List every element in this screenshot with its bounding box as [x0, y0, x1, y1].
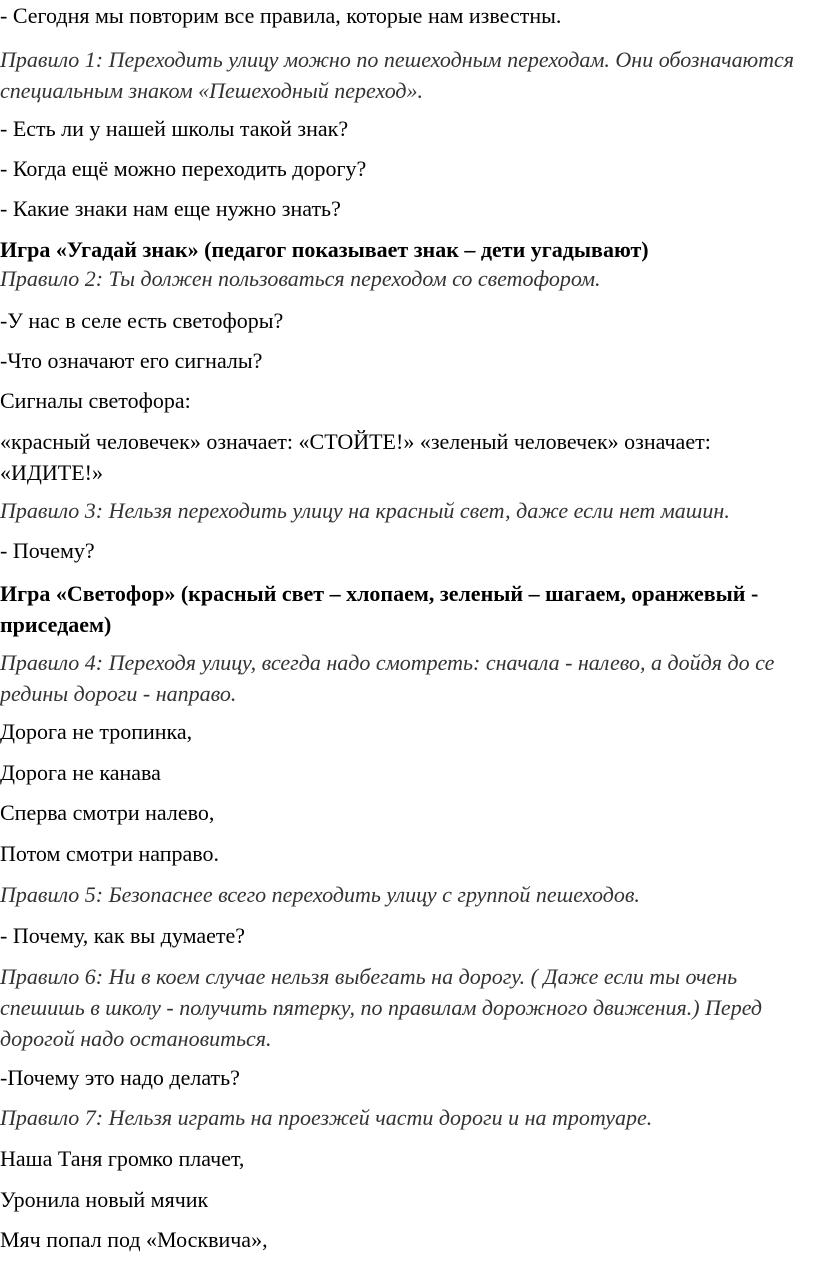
- text-paragraph: Сигналы светофора:: [0, 388, 191, 413]
- game-heading: Игра «Светофор» (красный свет – хлопаем, зеленый – шагаем, оранжевый - приседаем): [0, 581, 759, 637]
- text-paragraph: «красный человечек» означает: «СТОЙТЕ!» «зеленый человечек» означает: «ИДИТЕ!»: [0, 429, 711, 485]
- question-paragraph: - Есть ли у нашей школы такой знак?: [0, 116, 349, 141]
- paragraph-intro: - Сегодня мы повторим все правила, которые нам известны.: [0, 3, 562, 28]
- game-heading: Игра «Угадай знак» (педагог показывает знак – дети угадывают): [0, 237, 649, 262]
- rule-6-paragraph: Правило 6: Ни в коем случае нельзя выбегать на дорогу. ( Даже если ты очень спешишь в школу - получить пятерку, по правилам дорожного движения.) Перед дорогой надо остановиться.: [0, 964, 763, 1051]
- question-paragraph: -У нас в селе есть светофоры?: [0, 308, 284, 333]
- poem-line: Уронила новый мячик: [0, 1187, 209, 1212]
- poem-line: Дорога не тропинка,: [0, 719, 193, 744]
- poem-line: Дорога не канава: [0, 760, 161, 785]
- rule-3-paragraph: Правило 3: Нельзя переходить улицу на красный свет, даже если нет машин.: [0, 498, 730, 523]
- rule-5-paragraph: Правило 5: Безопаснее всего переходить улицу с группой пешеходов.: [0, 882, 640, 907]
- rule-4-paragraph: Правило 4: Переходя улицу, всегда надо смотреть: сначала - налево, а дойдя до се редины дороги - направо.: [0, 650, 775, 706]
- question-paragraph: -Что означают его сигналы?: [0, 348, 263, 373]
- poem-line: Сперва смотри налево,: [0, 800, 215, 825]
- poem-line: Мяч попал под «Москвича»,: [0, 1227, 268, 1252]
- rule-2-paragraph: Правило 2: Ты должен пользоваться переходом со светофором.: [0, 266, 601, 291]
- question-paragraph: - Какие знаки нам еще нужно знать?: [0, 196, 341, 221]
- rule-1-paragraph: Правило 1: Переходить улицу можно по пешеходным переходам. Они обозначаются специальным знаком «Пешеходный переход».: [0, 47, 794, 103]
- question-paragraph: -Почему это надо делать?: [0, 1065, 240, 1090]
- question-paragraph: - Почему?: [0, 538, 95, 563]
- rule-7-paragraph: Правило 7: Нельзя играть на проезжей части дороги и на тротуаре.: [0, 1105, 653, 1130]
- question-paragraph: - Когда ещё можно переходить дорогу?: [0, 156, 367, 181]
- poem-line: Наша Таня громко плачет,: [0, 1146, 245, 1171]
- poem-line: Потом смотри направо.: [0, 841, 220, 866]
- question-paragraph: - Почему, как вы думаете?: [0, 923, 246, 948]
